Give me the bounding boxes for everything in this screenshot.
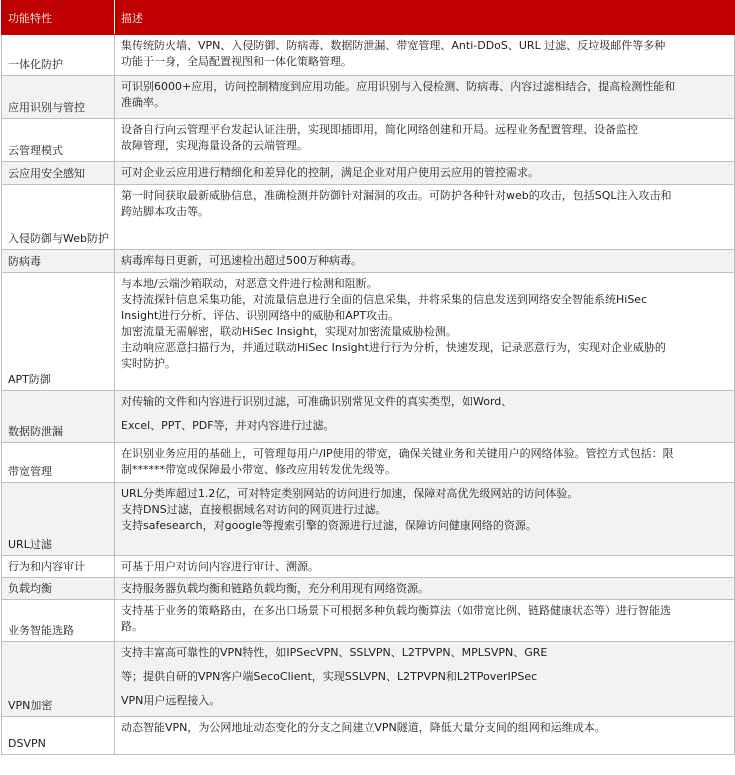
feature-cell: 应用识别与管控 bbox=[2, 76, 115, 119]
feature-cell: 带宽管理 bbox=[2, 443, 115, 483]
description-line: 支持DNS过滤，直接根据域名对访问的网页进行过滤。 bbox=[121, 503, 387, 516]
feature-cell: 数据防泄漏 bbox=[2, 391, 115, 443]
header-feature: 功能特性 bbox=[2, 1, 115, 35]
description-cell bbox=[115, 273, 735, 391]
table-row bbox=[2, 642, 735, 717]
feature-cell: 一体化防护 bbox=[2, 35, 115, 76]
description-line: 在识别业务应用的基础上，可管理每用户/IP使用的带宽，确保关键业务和关键用户的网络体验。管控方式包括：限 bbox=[121, 447, 674, 460]
description-line: 动态智能VPN，为公网地址动态变化的分支之间建立VPN隧道，降低大量分支间的组网和运维成本。 bbox=[121, 721, 606, 734]
description-cell bbox=[115, 642, 735, 717]
feature-cell: 业务智能选路 bbox=[2, 600, 115, 642]
description-cell bbox=[115, 483, 735, 556]
description-line: 支持丰富高可靠性的VPN特性，如IPSecVPN、SSLVPN、L2TPVPN、MPLSVPN、GRE bbox=[121, 646, 548, 659]
description-line: 病毒库每日更新，可迅速检出超过500万种病毒。 bbox=[121, 254, 362, 267]
description-cell bbox=[115, 162, 735, 185]
feature-cell: 负载均衡 bbox=[2, 578, 115, 600]
description-line: 加密流量无需解密，联动HiSec Insight，实现对加密流量威胁检测。 bbox=[121, 325, 457, 338]
feature-cell: 入侵防御与Web防护 bbox=[2, 185, 115, 250]
feature-cell: DSVPN bbox=[2, 717, 115, 755]
table-row bbox=[2, 556, 735, 578]
description-cell bbox=[115, 556, 735, 578]
feature-cell: 防病毒 bbox=[2, 250, 115, 273]
table-row bbox=[2, 578, 735, 600]
description-line: 第一时间获取最新威胁信息，准确检测并防御针对漏洞的攻击。可防护各种针对web的攻击，包括SQL注入攻击和 bbox=[121, 189, 672, 202]
description-line: Excel、PPT、PDF等，并对内容进行过滤。 bbox=[121, 419, 335, 432]
feature-table bbox=[1, 0, 735, 755]
description-line: 与本地/云端沙箱联动，对恶意文件进行检测和阻断。 bbox=[121, 277, 378, 290]
table-row bbox=[2, 162, 735, 185]
description-line: URL分类库超过1.2亿，可对特定类别网站的访问进行加速，保障对高优先级网站的访问体验。 bbox=[121, 487, 579, 500]
table-row bbox=[2, 600, 735, 642]
description-line: 支持safesearch，对google等搜索引擎的资源进行过滤，保障访问健康网络的资源。 bbox=[121, 519, 537, 532]
feature-cell: 云管理模式 bbox=[2, 119, 115, 162]
feature-cell: VPN加密 bbox=[2, 642, 115, 717]
description-line: 对传输的文件和内容进行识别过滤，可准确识别常见文件的真实类型，如Word、 bbox=[121, 395, 513, 408]
description-cell bbox=[115, 76, 735, 119]
description-line: 可基于用户对访问内容进行审计、溯源。 bbox=[121, 560, 319, 573]
table-row bbox=[2, 273, 735, 391]
description-line: Insight进行分析、评估、识别网络中的威胁和APT攻击。 bbox=[121, 309, 400, 322]
description-line: 功能于一身，全局配置视图和一体化策略管理。 bbox=[121, 55, 352, 68]
table-row bbox=[2, 717, 735, 755]
table-row bbox=[2, 483, 735, 556]
description-cell bbox=[115, 578, 735, 600]
description-cell bbox=[115, 119, 735, 162]
feature-cell: 行为和内容审计 bbox=[2, 556, 115, 578]
description-line: 跨站脚本攻击等。 bbox=[121, 205, 209, 218]
description-line: 可识别6000+应用，访问控制精度到应用功能。应用识别与入侵检测、防病毒、内容过滤相结合，提高检测性能和 bbox=[121, 80, 676, 93]
description-line: 路。 bbox=[121, 620, 143, 633]
table-row bbox=[2, 391, 735, 443]
description-cell bbox=[115, 443, 735, 483]
description-line: VPN用户远程接入。 bbox=[121, 694, 221, 707]
description-cell bbox=[115, 600, 735, 642]
description-line: 等；提供自研的VPN客户端SecoClient，实现SSLVPN、L2TPVPN和L2TPoverIPSec bbox=[121, 670, 538, 683]
table-row bbox=[2, 185, 735, 250]
table-row bbox=[2, 119, 735, 162]
description-line: 集传统防火墙、VPN、入侵防御、防病毒、数据防泄漏、带宽管理、Anti-DDoS、URL 过滤、反垃圾邮件等多种 bbox=[121, 39, 666, 52]
description-line: 支持基于业务的策略路由，在多出口场景下可根据多种负载均衡算法（如带宽比例、链路健康状态等）进行智能选 bbox=[121, 604, 671, 617]
feature-cell: APT防御 bbox=[2, 273, 115, 391]
description-line: 制******带宽或保障最小带宽、修改应用转发优先级等。 bbox=[121, 463, 396, 476]
feature-cell: URL过滤 bbox=[2, 483, 115, 556]
table-row bbox=[2, 76, 735, 119]
description-line: 设备自行向云管理平台发起认证注册，实现即插即用，简化网络创建和开局。远程业务配置管理、设备监控 bbox=[121, 123, 638, 136]
description-line: 准确率。 bbox=[121, 96, 165, 109]
description-cell bbox=[115, 717, 735, 755]
table-header-row bbox=[2, 1, 735, 35]
description-line: 主动响应恶意扫描行为，并通过联动HiSec Insight进行行为分析，快速发现，记录恶意行为，实现对企业威胁的 bbox=[121, 341, 666, 354]
table-body bbox=[2, 35, 735, 755]
description-line: 支持服务器负载均衡和链路负载均衡，充分利用现有网络资源。 bbox=[121, 582, 429, 595]
table-row bbox=[2, 35, 735, 76]
header-description: 描述 bbox=[115, 1, 735, 35]
description-line: 故障管理，实现海量设备的云端管理。 bbox=[121, 139, 308, 152]
description-line: 实时防护。 bbox=[121, 357, 176, 370]
description-cell bbox=[115, 250, 735, 273]
description-line: 可对企业云应用进行精细化和差异化的控制，满足企业对用户使用云应用的管控需求。 bbox=[121, 166, 539, 179]
description-line: 支持流探针信息采集功能，对流量信息进行全面的信息采集，并将采集的信息发送到网络安全智能系统HiSec bbox=[121, 293, 648, 306]
table-row bbox=[2, 443, 735, 483]
table-row bbox=[2, 250, 735, 273]
description-cell bbox=[115, 185, 735, 250]
description-cell bbox=[115, 391, 735, 443]
description-cell bbox=[115, 35, 735, 76]
feature-cell: 云应用安全感知 bbox=[2, 162, 115, 185]
